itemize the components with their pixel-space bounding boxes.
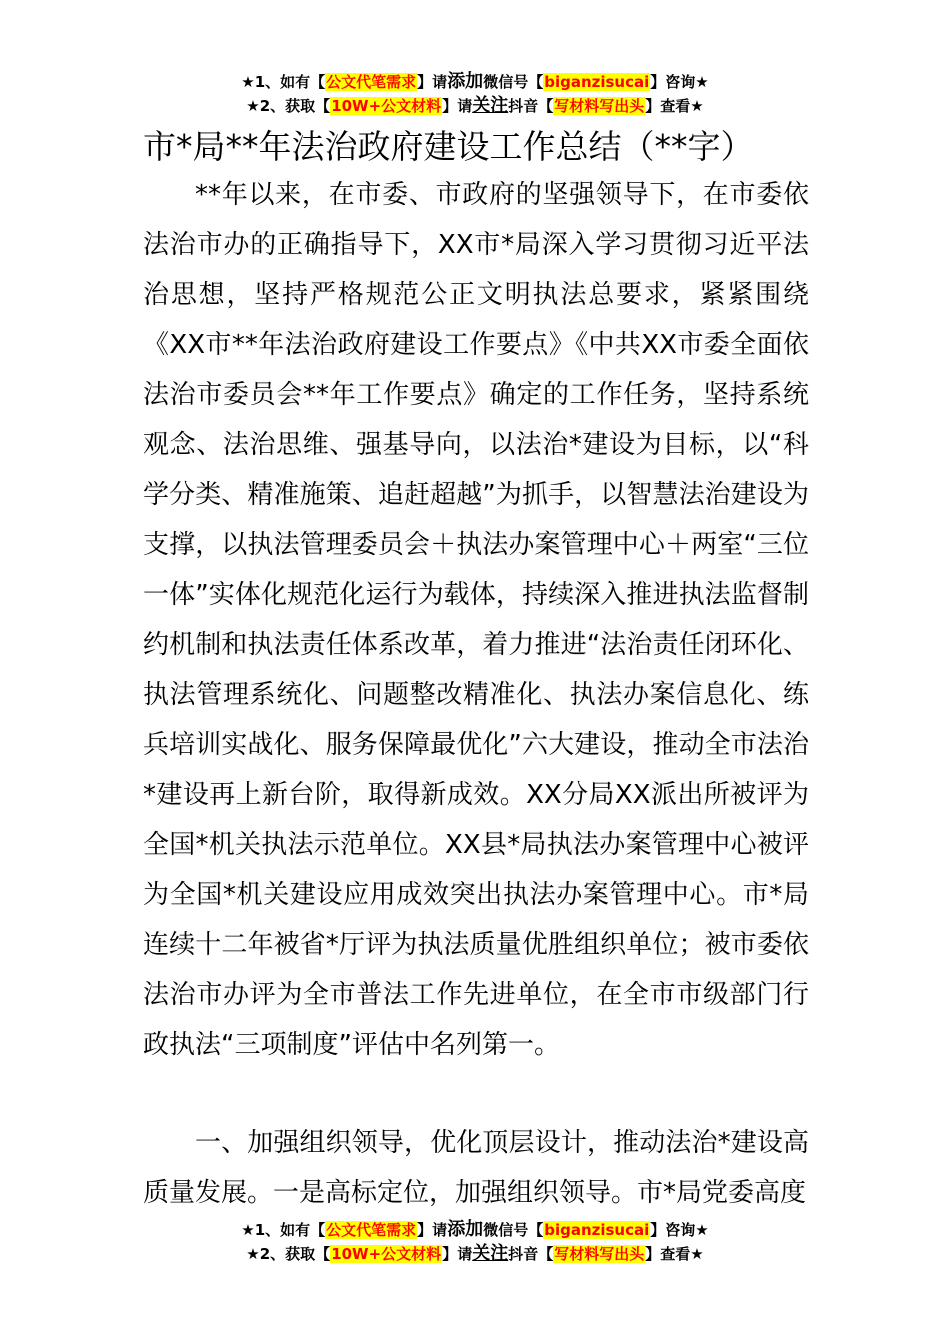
banner-text: 微信号【 (483, 1221, 544, 1239)
banner-emphasis: 关注 (472, 1243, 509, 1264)
banner-text: 】请 (442, 1245, 473, 1263)
banner-emphasis: 关注 (472, 95, 509, 116)
banner-highlight: 10W+公文材料 (331, 1245, 442, 1263)
banner-highlight: 写材料写出头 (554, 1245, 645, 1263)
banner-highlight: 公文代笔需求 (326, 1221, 417, 1239)
banner-text: 】咨询★ (650, 1221, 709, 1239)
banner-highlight: 公文代笔需求 (326, 73, 417, 91)
paragraph: **年以来，在市委、市政府的坚强领导下，在市委依法治市办的正确指导下，XX市*局深入学习贯彻习近平法治思想，坚持严格规范公正文明执法总要求，紧紧围绕《XX市**年法治政府建设工作要点》《中共XX市委全面依法治市委员会**年工作要点》确定的工作任务，坚持系统观念、法治思维、强基导向，以法治*建设为目标，以“科学分类、精准施策、追赶超越”为抓手，以智慧法治建设为支撑，以执法管理委员会＋执法办案管理中心＋两室“三位一体”实体化规范化运行为载体，持续深入推进执法监督制约机制和执法责任体系改革，着力推进“法治责任闭环化、执法管理系统化、问题整改精准化、执法办案信息化、练兵培训实战化、服务保障最优化”六大建设，推动全市法治*建设再上新台阶，取得新成效。XX分局XX派出所被评为全国*机关执法示范单位。XX县*局执法办案管理中心被评为全国*机关建设应用成效突出执法办案管理中心。市*局连续十二年被省*厅评为执法质量优胜组织单位；被市委依法治市办评为全市普法工作先进单位，在全市市级部门行政执法“三项制度”评估中名列第一。 (143, 180, 809, 1060)
banner-text: ★1、如有【 (241, 73, 326, 91)
banner-text: 抖音【 (508, 1245, 554, 1263)
banner-line-2 (0, 94, 950, 118)
banner-highlight: biganzisucai (544, 1221, 650, 1239)
document-title: 市*局**年法治政府建设工作总结（**字） (143, 127, 754, 166)
banner-highlight: 写材料写出头 (554, 97, 645, 115)
footer-banner (0, 1218, 950, 1266)
banner-line-2 (0, 1242, 950, 1266)
banner-text: 抖音【 (508, 97, 554, 115)
banner-text: ★1、如有【 (241, 1221, 326, 1239)
banner-text: 微信号【 (483, 73, 544, 91)
banner-text: 】咨询★ (650, 73, 709, 91)
banner-text: 】请 (417, 1221, 448, 1239)
banner-text: ★2、获取【 (246, 1245, 331, 1263)
banner-line-1 (0, 1218, 950, 1242)
banner-text: 】请 (417, 73, 448, 91)
banner-emphasis: 添加 (447, 71, 484, 92)
banner-text: 】查看★ (645, 1245, 704, 1263)
banner-text: ★2、获取【 (246, 97, 331, 115)
banner-text: 】请 (442, 97, 473, 115)
banner-highlight: biganzisucai (544, 73, 650, 91)
banner-text: 】查看★ (645, 97, 704, 115)
header-banner (0, 70, 950, 118)
banner-emphasis: 添加 (447, 1219, 484, 1240)
paragraph: 一、加强组织领导，优化顶层设计，推动法治*建设高质量发展。一是高标定位，加强组织领导。市*局党委高度 (143, 1128, 809, 1208)
banner-highlight: 10W+公文材料 (331, 97, 442, 115)
banner-line-1 (0, 70, 950, 94)
